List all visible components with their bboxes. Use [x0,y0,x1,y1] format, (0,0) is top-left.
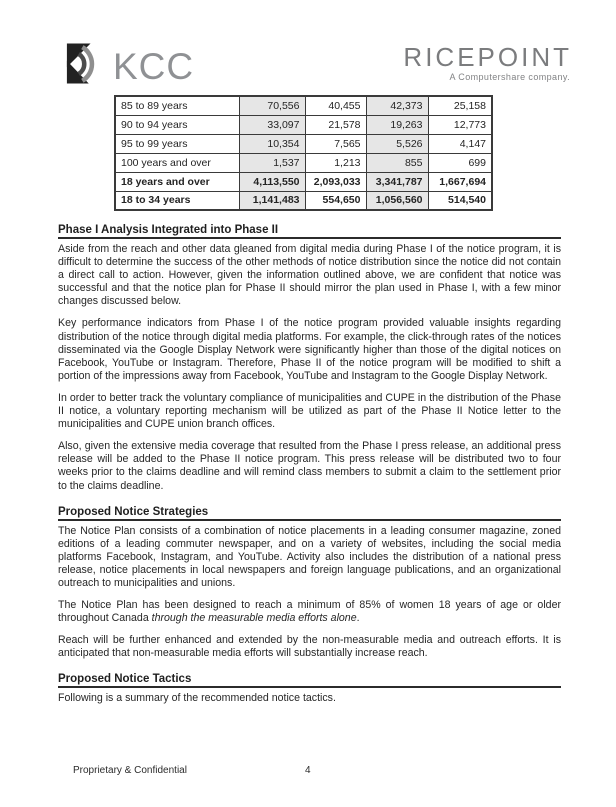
cell-value: 12,773 [428,115,492,134]
cell-value: 33,097 [239,115,305,134]
paragraph-text: . [356,612,360,625]
section-heading-proposed-strategies: Proposed Notice Strategies [58,506,561,521]
paragraph-text: The Notice Plan has been designed to reach a minimum of 85% of women 18 years of age or older throughout Canada [58,599,561,625]
row-label: 90 to 94 years [115,115,239,134]
ricepoint-tagline: A Computershare company. [449,72,570,83]
page-header [66,42,572,90]
cell-value: 4,147 [428,134,492,153]
cell-value: 70,556 [239,96,305,115]
page-number: 4 [305,765,311,776]
row-label: 85 to 89 years [115,96,239,115]
kcc-logo [66,42,194,90]
table-row [115,115,492,134]
cell-value: 514,540 [428,191,492,210]
kcc-logo-text: KCC [113,45,195,87]
cell-value: 1,667,694 [428,172,492,191]
kcc-logo-icon [66,42,106,90]
document-body [58,224,561,715]
paragraph: In order to better track the voluntary compliance of municipalities and CUPE in the distribution of the Phase II notice, a voluntary reporting mechanism will be utilized as part of the Phase II Notice letter to the municipalities and CUPE union branch offices. [58,391,561,431]
age-distribution-table [114,95,493,211]
cell-value: 25,158 [428,96,492,115]
cell-value: 855 [366,153,428,172]
table-row [115,96,492,115]
paragraph: Key performance indicators from Phase I of the notice program provided valuable insights regarding distribution of the notice through digital media platforms. For example, the click-through rates of the notices disseminated via the Google Display Network were significantly higher than those of the digital notices on Facebook, YouTube or Instagram. Therefore, Phase II of the notice program will be modified to shift a portion of the impressions away from Facebook, YouTube and Instagram to the Google Display Network. [58,317,561,382]
section-heading-proposed-tactics: Proposed Notice Tactics [58,673,561,688]
cell-value: 699 [428,153,492,172]
ricepoint-logo [403,44,572,82]
paragraph: Reach will be further enhanced and extended by the non-measurable media and outreach efforts. It is anticipated that non-measurable media efforts will substantially increase reach. [58,634,561,660]
row-label: 18 years and over [115,172,239,191]
paragraph-italic-text: through the measurable media efforts alone [151,612,357,625]
cell-value: 21,578 [305,115,366,134]
cell-value: 7,565 [305,134,366,153]
cell-value: 1,537 [239,153,305,172]
cell-value: 554,650 [305,191,366,210]
ricepoint-logo-text: RICEPOINT [403,42,572,72]
cell-value: 3,341,787 [366,172,428,191]
cell-value: 1,056,560 [366,191,428,210]
table-row [115,153,492,172]
table-row [115,134,492,153]
cell-value: 1,141,483 [239,191,305,210]
cell-value: 4,113,550 [239,172,305,191]
cell-value: 42,373 [366,96,428,115]
cell-value: 10,354 [239,134,305,153]
cell-value: 19,263 [366,115,428,134]
table-row-total [115,172,492,191]
paragraph: Following is a summary of the recommended notice tactics. [58,692,336,705]
confidentiality-notice: Proprietary & Confidential [73,765,187,776]
row-label: 18 to 34 years [115,191,239,210]
paragraph: Aside from the reach and other data gleaned from digital media during Phase I of the notice program, it is difficult to determine the success of the other methods of notice distribution since the notice did not contain a direct call to action. However, given the information outlined above, we are confident that notice was successful and that the notice plan for Phase II should mirror the plan used in Phase I, with a few minor changes discussed below. [58,243,561,308]
cell-value: 40,455 [305,96,366,115]
cell-value: 1,213 [305,153,366,172]
paragraph [58,599,561,625]
cell-value: 5,526 [366,134,428,153]
row-label: 95 to 99 years [115,134,239,153]
table-row-total [115,191,492,210]
cell-value: 2,093,033 [305,172,366,191]
row-label: 100 years and over [115,153,239,172]
age-table-body [115,96,492,210]
section-heading-phase1-analysis: Phase I Analysis Integrated into Phase II [58,224,561,239]
paragraph: Also, given the extensive media coverage that resulted from the Phase I press release, an additional press release will be added to the Phase II notice program. This press release will be distributed two to four weeks prior to the claims deadline and will remind class members to submit a claim to the settlement prior to the claims deadline. [58,440,561,492]
paragraph: The Notice Plan consists of a combination of notice placements in a leading consumer magazine, zoned editions of a leading commuter newspaper, and on a variety of websites, including the social media platforms Facebook, Instagram, and YouTube. Activity also includes the distribution of a national press release, notice placements in local newspapers and foreign language publications, and an organizational outreach to municipalities and unions. [58,524,561,589]
